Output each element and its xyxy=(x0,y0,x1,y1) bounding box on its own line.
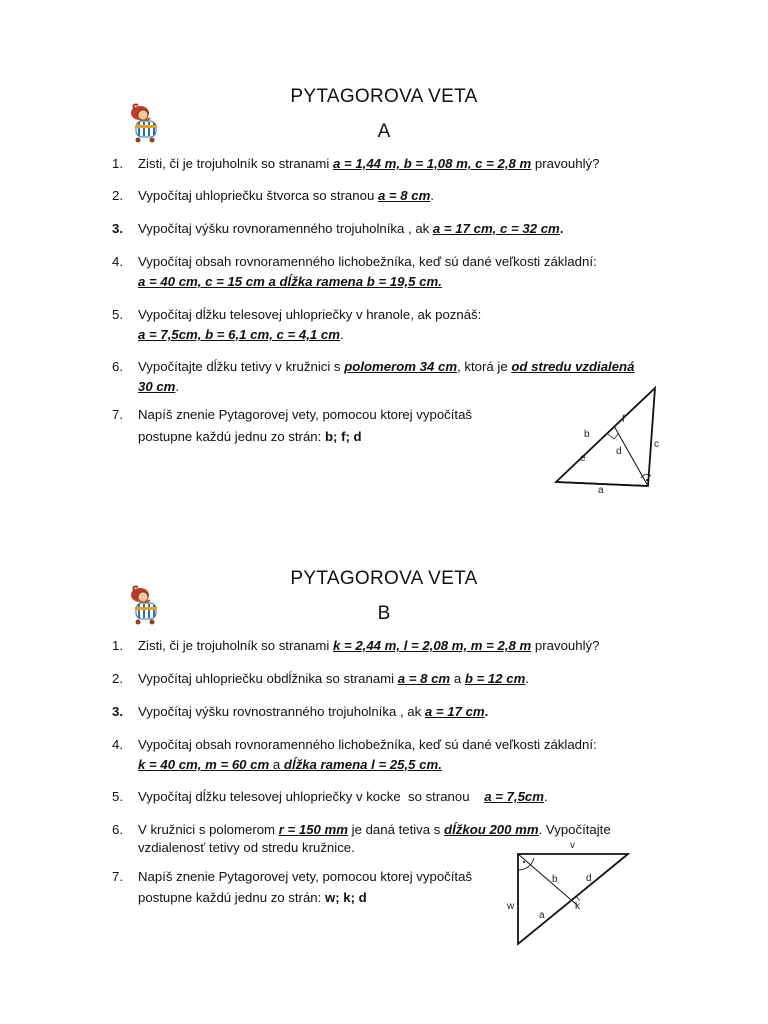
item-text-line2: vzdialenosť tetivy od stredu kružnice. xyxy=(138,840,355,855)
item-text: Vypočítaj obsah rovnoramenného lichobežníka, keď sú dané veľkosti základní: xyxy=(138,254,597,269)
item-text-end: . xyxy=(175,379,180,394)
item-sides: w; k; d xyxy=(324,890,367,905)
item-highlight-3: 30 cm xyxy=(138,379,176,394)
item-number: 4. xyxy=(112,737,123,752)
item-text-end: . xyxy=(543,789,548,804)
triangle-diagram-b xyxy=(500,836,636,952)
item-highlight-2: b = 12 cm xyxy=(464,671,526,686)
item-number: 2. xyxy=(112,188,123,203)
item-highlight: k = 2,44 m, l = 2,08 m, m = 2,8 m xyxy=(332,638,532,653)
item-highlight: a = 40 cm, c = 15 cm a dĺžka ramena b = 19,5 cm. xyxy=(138,274,442,289)
item-text: Vypočítaj výšku rovnoramenného trojuholníka , ak xyxy=(138,221,433,236)
item-text-end: . xyxy=(430,188,435,203)
item-text: Vypočítaj uhlopriečku obdĺžnika so stranami xyxy=(138,671,398,686)
diagram-label-k: k xyxy=(575,901,580,912)
triangle-diagram-a xyxy=(548,382,666,494)
diagram-label-b: b xyxy=(584,429,590,440)
sheet-b-title: PYTAGOROVA VETA xyxy=(290,568,478,589)
item-highlight: k = 40 cm, m = 60 cm xyxy=(138,757,273,772)
item-text-end: . xyxy=(559,221,564,236)
item-text-end: pravouhlý? xyxy=(531,156,600,171)
item-number: 1. xyxy=(112,156,123,171)
altitude-line xyxy=(518,854,577,905)
item-text-mid: a xyxy=(450,671,465,686)
item-highlight: a = 8 cm xyxy=(397,671,451,686)
item-number: 7. xyxy=(112,407,123,422)
item-text-end: pravouhlý? xyxy=(531,638,600,653)
item-number: 1. xyxy=(112,638,123,653)
item-text-mid: , ktorá je xyxy=(457,359,512,374)
item-number: 6. xyxy=(112,359,123,374)
diagram-label-b: b xyxy=(552,874,558,885)
item-number: 6. xyxy=(112,822,123,837)
item-highlight: a = 7,5cm xyxy=(484,789,544,804)
item-text: Zisti, či je trojuholník so stranami xyxy=(138,156,333,171)
item-text: Zisti, či je trojuholník so stranami xyxy=(138,638,333,653)
item-text-end: . xyxy=(339,327,344,342)
item-highlight: a = 1,44 m, b = 1,08 m, c = 2,8 m xyxy=(332,156,532,171)
item-number: 5. xyxy=(112,789,123,804)
item-text: Vypočítaj obsah rovnoramenného lichobežníka, keď sú dané veľkosti základní: xyxy=(138,737,597,752)
sheet-a-title: PYTAGOROVA VETA xyxy=(290,86,478,107)
item-highlight: a = 8 cm xyxy=(377,188,431,203)
diagram-label-d: d xyxy=(586,873,592,884)
obelix-mascot-icon xyxy=(128,585,164,625)
item-text: Napíš znenie Pytagorovej vety, pomocou ktorej vypočítaš xyxy=(138,407,473,422)
diagram-label-d: d xyxy=(616,446,622,457)
sheet-b-variant: B xyxy=(377,603,391,624)
item-text-mid: je daná tetiva s xyxy=(348,822,445,837)
item-text-mid: a xyxy=(272,757,284,772)
item-highlight: a = 7,5cm, b = 6,1 cm, c = 4,1 cm xyxy=(138,327,340,342)
item-text: Vypočítaj dĺžku telesovej uhlopriečky v hranole, ak poznáš: xyxy=(138,307,482,322)
item-text: Napíš znenie Pytagorovej vety, pomocou ktorej vypočítaš xyxy=(138,869,473,884)
obelix-mascot-icon xyxy=(128,103,164,143)
item-highlight: a = 17 cm, c = 32 cm xyxy=(432,221,560,236)
item-highlight: r = 150 mm xyxy=(278,822,348,837)
item-text: Vypočítaj výšku rovnostranného trojuholníka , ak xyxy=(138,704,425,719)
item-text-2: postupne každú jednu zo strán: xyxy=(138,890,325,905)
item-highlight-2: dĺžkou 200 mm xyxy=(444,822,539,837)
item-highlight-2: dĺžka ramena l = 25,5 cm. xyxy=(283,757,442,772)
item-number: 2. xyxy=(112,671,123,686)
item-number: 5. xyxy=(112,307,123,322)
triangle-outline xyxy=(518,854,628,944)
item-text: Vypočítaj dĺžku telesovej uhlopriečky v kocke so stranou xyxy=(138,789,485,804)
item-text-end: . xyxy=(484,704,489,719)
diagram-label-a: a xyxy=(598,485,604,496)
diagram-label-f: f xyxy=(622,414,625,425)
sheet-a-variant: A xyxy=(377,121,391,142)
item-highlight: a = 17 cm xyxy=(424,704,485,719)
item-text: Vypočítajte dĺžku tetivy v kružnici s xyxy=(138,359,345,374)
diagram-label-w: w xyxy=(507,901,515,912)
item-text-end: . xyxy=(525,671,529,686)
diagram-label-e: e xyxy=(580,453,586,464)
item-number: 4. xyxy=(112,254,123,269)
item-highlight-2: od stredu vzdialená xyxy=(511,359,635,374)
item-number: 7. xyxy=(112,869,123,884)
item-text: Vypočítaj uhlopriečku štvorca so stranou xyxy=(138,188,378,203)
diagram-label-a: a xyxy=(539,910,545,921)
item-highlight: polomerom 34 cm xyxy=(344,359,458,374)
diagram-label-v: v xyxy=(570,840,575,851)
item-text: V kružnici s polomerom xyxy=(138,822,279,837)
item-sides: b; f; d xyxy=(324,429,362,444)
item-text-end: . Vypočítajte xyxy=(538,822,611,837)
item-text-2: postupne každú jednu zo strán: xyxy=(138,429,325,444)
item-number: 3. xyxy=(112,704,123,719)
item-number: 3. xyxy=(112,221,123,236)
diagram-label-c: c xyxy=(654,439,659,450)
